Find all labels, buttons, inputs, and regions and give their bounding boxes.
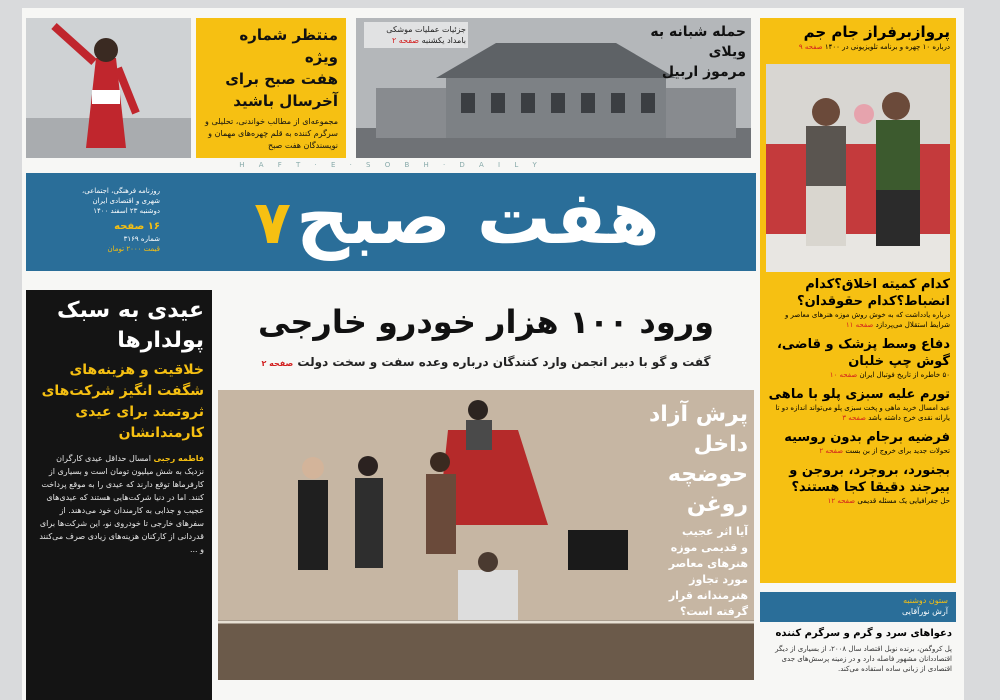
left-subhead-line: ثروتمند برای عیدی xyxy=(75,404,204,420)
story-title: کدام کمیته اخلاق؟کدام انضباط؟کدام حقوقدان؟ xyxy=(797,277,950,309)
villa-headline-1: حمله شبانه به ویلای xyxy=(650,24,746,60)
story-item[interactable] xyxy=(766,336,950,380)
story-page: صفحه ۱۰ xyxy=(829,371,858,379)
left-headline-1: عیدی به سبک xyxy=(57,298,204,323)
story-body xyxy=(766,403,950,423)
villa-headline xyxy=(614,22,746,82)
villa-overlay-caption xyxy=(364,22,468,48)
promo-title-3: آخرسال باشید xyxy=(233,92,338,110)
newspaper-page xyxy=(22,8,964,700)
column-name: ستون دوشنبه xyxy=(903,596,948,605)
story-page: صفحه ۲ xyxy=(819,447,844,455)
villa-overlay-page: صفحه ۲ xyxy=(391,36,420,45)
story-body-text: درباره یادداشت که به خوش روش موزه هنرهای معاصر و شرایط استقلال می‌پردازد xyxy=(784,311,950,329)
jamejam-header xyxy=(766,22,950,52)
masthead-info xyxy=(30,186,160,254)
jamejam-page: صفحه ۹ xyxy=(798,43,823,51)
photo-sub-line: هنرمندانه قرار xyxy=(668,589,748,602)
story-body-text: تحولات جدید برای خروج از بن بست xyxy=(845,447,950,455)
monday-column-header xyxy=(760,592,956,622)
main-subhead-text: گفت و گو با دبیر انجمن وارد کنندگان درباره وعده سفت و سخت دولت xyxy=(297,355,711,369)
story-item[interactable] xyxy=(766,276,950,330)
left-headline-2: پولدارها xyxy=(117,328,204,353)
logo-text: هفت صبح xyxy=(296,175,660,261)
column-title[interactable]: دعواهای سرد و گرم و سرگرم کننده xyxy=(775,628,952,639)
info-line: دوشنبه ۲۳ اسفند ۱۴۰۰ xyxy=(93,207,160,215)
photo-sub-line: آیا اثر عجیب xyxy=(681,525,748,538)
story-title: بجنورد، بروجرد، بروجن و بیرجند دقیقا کجا هستند؟ xyxy=(789,463,950,495)
story-body xyxy=(766,446,950,456)
left-feature-box xyxy=(26,290,212,700)
photo-caption xyxy=(612,400,748,620)
villa-headline-2: مرموز اربیل xyxy=(661,64,746,80)
column-body: پل کروگمن، برنده نوبل اقتصاد سال ۲۰۰۸، از بسیاری از دیگر اقتصاددانان مشهور فاصله دارد و در زمینه پرسش‌های جدی اقتصادی از زبانی ساده استفاده می‌کند. xyxy=(775,645,952,673)
story-title: تورم علیه سبزی پلو با ماهی xyxy=(768,387,950,402)
right-stories xyxy=(766,276,950,506)
logo-number: ۷ xyxy=(254,188,291,258)
info-price: قیمت ۲۰۰۰ تومان xyxy=(107,245,160,253)
left-body-text: امسال حداقل عیدی کارگران نزدیک به شش میلیون تومان است و بسیاری از کارفرماها توقع دارند که عیدی را به موقع پرداخت کنند. اما در دنیا شرکت‌هایی هستند که عیدی‌های عجیب و جذابی به کارمندان خود می‌دهند. از سفرهای خارجی تا خودروی نو، این شرکت‌ها برای قدردانی از کارکنان هزینه‌های زیادی صرف می‌کنند و ... xyxy=(39,454,204,554)
left-byline: فاطمه رجبی xyxy=(153,454,204,463)
story-title: فرضیه برجام بدون روسیه xyxy=(784,430,950,445)
promo-box xyxy=(196,18,346,158)
left-body xyxy=(34,452,204,556)
main-subhead-page: صفحه ۲ xyxy=(261,359,294,368)
photo-sub-line: و قدیمی موزه xyxy=(670,541,748,554)
photo-sub-line: هنرهای معاصر xyxy=(668,557,748,570)
athlete-illustration xyxy=(26,18,191,158)
photo-sub-line: مورد تجاوز xyxy=(689,573,748,586)
photo-title-line: پرش آزاد xyxy=(649,402,748,427)
left-subhead-line: کارمندانشان xyxy=(118,425,204,441)
jamejam-photo xyxy=(766,64,950,272)
story-item[interactable] xyxy=(766,462,950,506)
story-item[interactable] xyxy=(766,429,950,456)
two-hosts-illustration xyxy=(766,64,950,272)
story-page: صفحه ۱۱ xyxy=(845,321,874,329)
photo-title-line: روغن xyxy=(686,492,748,517)
promo-body: مجموعه‌ای از مطالب خواندنی، تحلیلی و سرگرم کننده به قلم چهره‌های مهمان و نویسندگان هفت صبح xyxy=(205,117,338,150)
story-body-text: حل جغرافیایی یک مسئله قدیمی xyxy=(857,497,950,505)
story-page: صفحه ۱۲ xyxy=(827,497,856,505)
left-subhead xyxy=(34,360,204,444)
masthead-dots: H A F T · E · S O B H · D A I L Y xyxy=(239,161,543,169)
promo-title-1: منتظر شماره ویژه xyxy=(239,26,338,66)
main-headline[interactable]: ورود ۱۰۰ هزار خودرو خارجی xyxy=(257,303,715,341)
photo-sub xyxy=(612,524,748,620)
info-line: روزنامه فرهنگی، اجتماعی، xyxy=(82,187,160,195)
story-item[interactable] xyxy=(766,386,950,423)
story-body-text: عید امسال خرید ماهی و پخت سبزی پلو می‌تواند اندازه دو تا یارانه نقدی خرج داشته باشد xyxy=(775,404,950,422)
left-subhead-line: خلاقیت و هزینه‌های xyxy=(69,362,204,378)
masthead-logo xyxy=(222,168,692,268)
promo-title-2: هفت صبح برای xyxy=(225,70,338,88)
story-page: صفحه ۳ xyxy=(842,414,866,422)
main-subhead xyxy=(218,354,754,372)
story-body xyxy=(766,310,950,330)
photo-title-line: حوضچه xyxy=(667,462,748,487)
story-title: دفاع وسط پزشک و قاضی، گوش چپ خلبان xyxy=(776,337,950,369)
story-body xyxy=(766,496,950,506)
jamejam-title: پروازبرفراز جام جم xyxy=(803,23,950,41)
photo-sub-line: گرفته است؟ xyxy=(679,605,748,618)
photo-title-line: داخل xyxy=(693,432,748,457)
athlete-photo xyxy=(26,18,191,158)
info-line: شهری و اقتصادی ایران xyxy=(92,197,160,205)
left-subhead-line: شگفت انگیز شرکت‌های xyxy=(41,383,204,399)
column-author: آرش نورآقایی xyxy=(902,607,948,616)
story-body-text: ۵۰ خاطره از تاریخ فوتبال ایران xyxy=(859,371,950,379)
jamejam-subtitle-text: درباره ۱۰ چهره و برنامه تلویزیونی در ۱۴۰۰ xyxy=(824,43,950,51)
jamejam-subtitle xyxy=(766,42,950,52)
info-pages: ۱۶ صفحه xyxy=(114,221,160,232)
story-body xyxy=(766,370,950,380)
monday-column xyxy=(760,592,956,700)
info-issue: شماره ۳۱۶۹ xyxy=(123,235,160,243)
villa-overlay-text: جزئیات عملیات موشکی بامداد یکشنبه xyxy=(386,25,466,45)
